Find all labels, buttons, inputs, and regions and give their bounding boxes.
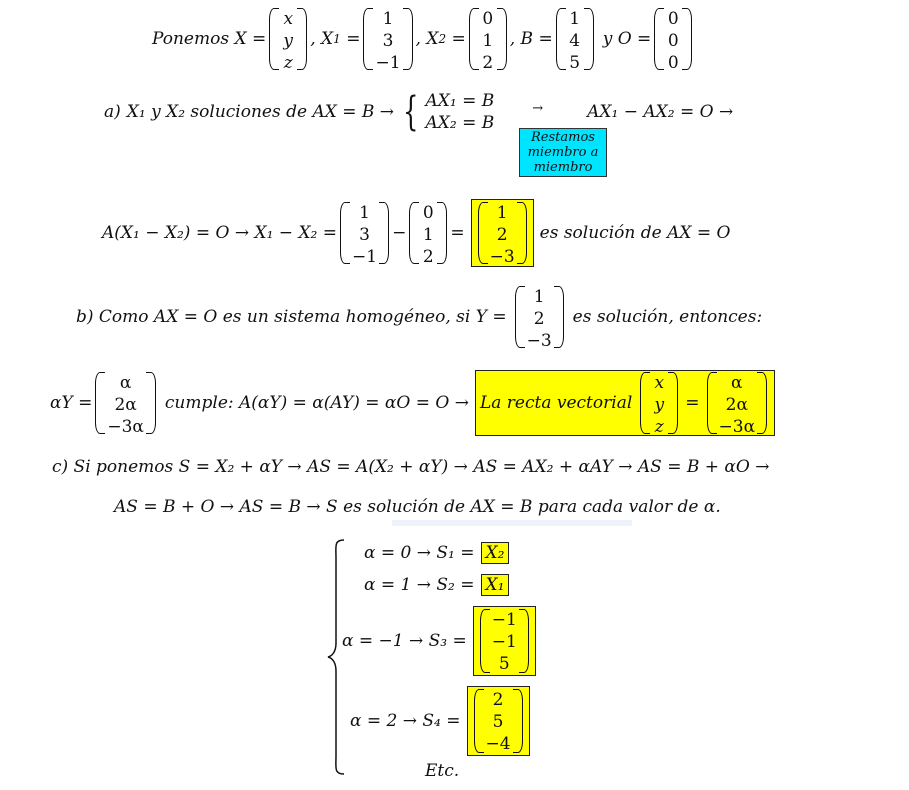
case-3-text: α = −1 → S₃ = xyxy=(342,631,467,651)
cumple-text: cumple: A(αY) = α(AY) = αO = O → xyxy=(164,393,469,413)
recta-equals: = xyxy=(685,393,700,413)
matrix-diff-1: 1 3 −1 xyxy=(340,202,389,264)
matrix-diff-2: 0 1 2 xyxy=(409,202,447,264)
x1-label: , X xyxy=(310,29,334,49)
highlight-recta-vectorial xyxy=(475,370,775,436)
etc-text: Etc. xyxy=(425,761,460,781)
highlight-diff-result xyxy=(471,199,534,267)
matrix-B: 1 4 5 xyxy=(556,8,594,70)
case-4 xyxy=(350,684,530,758)
part-c-line-2: AS = B + O → AS = B → S es solución de AX = B para cada valor de α. xyxy=(114,497,721,517)
part-b-text: b) Como AX = O es un sistema homogéneo, si Y = xyxy=(76,307,507,327)
subtract-arrow: → xyxy=(532,100,544,116)
case-3 xyxy=(342,604,536,678)
case-2 xyxy=(364,572,509,598)
part-b-tail: es solución, entonces: xyxy=(572,307,763,327)
matrix-alpha-y: α 2α −3α xyxy=(95,372,156,434)
equation-system: { AX₁ = B AX₂ = B xyxy=(403,89,495,135)
part-c-line-1: c) Si ponemos S = X₂ + αY → AS = A(X₂ + αY) → AS = AX₂ + αAY → AS = B + αO → xyxy=(52,457,770,477)
case-1-value: X₂ xyxy=(481,542,510,564)
case-4-text: α = 2 → S₄ = xyxy=(350,711,461,731)
case-2-value: X₁ xyxy=(481,574,510,596)
faint-highlight xyxy=(392,520,632,526)
system-eq-2: AX₂ = B xyxy=(425,113,495,133)
recta-text: La recta vectorial xyxy=(479,393,633,413)
matrix-s3: −1 −1 5 xyxy=(480,609,529,673)
ponemos-text: Ponemos X = xyxy=(152,29,267,49)
part-a-label: a) xyxy=(104,102,121,122)
case-1 xyxy=(364,540,509,566)
difference-text: A(X₁ − X₂) = O → X₁ − X₂ = xyxy=(102,223,338,243)
part-a-line xyxy=(104,88,733,136)
b-label: , B = xyxy=(509,29,553,49)
case-1-text: α = 0 → S₁ = xyxy=(364,543,475,563)
matrix-alpha-vector: α 2α −3α xyxy=(707,372,768,434)
matrix-X: x y z xyxy=(269,8,307,70)
difference-line xyxy=(102,198,730,268)
alpha-line xyxy=(50,368,775,438)
alpha-y-text: αY = xyxy=(50,393,93,413)
case-2-text: α = 1 → S₂ = xyxy=(364,575,475,595)
part-b-line xyxy=(76,284,762,350)
equals-sign: = xyxy=(450,223,465,243)
matrix-O: 0 0 0 xyxy=(654,8,692,70)
o-label: y O = xyxy=(602,29,652,49)
case-3-value xyxy=(473,606,536,676)
x2-label: , X xyxy=(415,29,439,49)
minus-sign: − xyxy=(392,223,407,243)
restamos-note: Restamos miembro a miembro xyxy=(519,128,607,177)
matrix-xyz: x y z xyxy=(640,372,678,434)
definitions-line: Ponemos X = x y z , X 1 = 1 3 −1 , X 2 = 0 1 2 , B = 1 4 5 y O = 0 0 0 xyxy=(152,6,695,72)
system-eq-1: AX₁ = B xyxy=(425,91,495,111)
matrix-X1: 1 3 −1 xyxy=(363,8,412,70)
case-4-value xyxy=(467,686,530,756)
matrix-X2: 0 1 2 xyxy=(469,8,507,70)
part-a-result: AX₁ − AX₂ = O → xyxy=(587,102,734,122)
homogeneous-solution-text: es solución de AX = O xyxy=(539,223,731,243)
matrix-diff-result: 1 2 −3 xyxy=(478,202,527,264)
matrix-s4: 2 5 −4 xyxy=(474,689,523,753)
matrix-Y: 1 2 −3 xyxy=(515,286,564,348)
part-a-text: X₁ y X₂ soluciones de AX = B → xyxy=(126,102,395,122)
